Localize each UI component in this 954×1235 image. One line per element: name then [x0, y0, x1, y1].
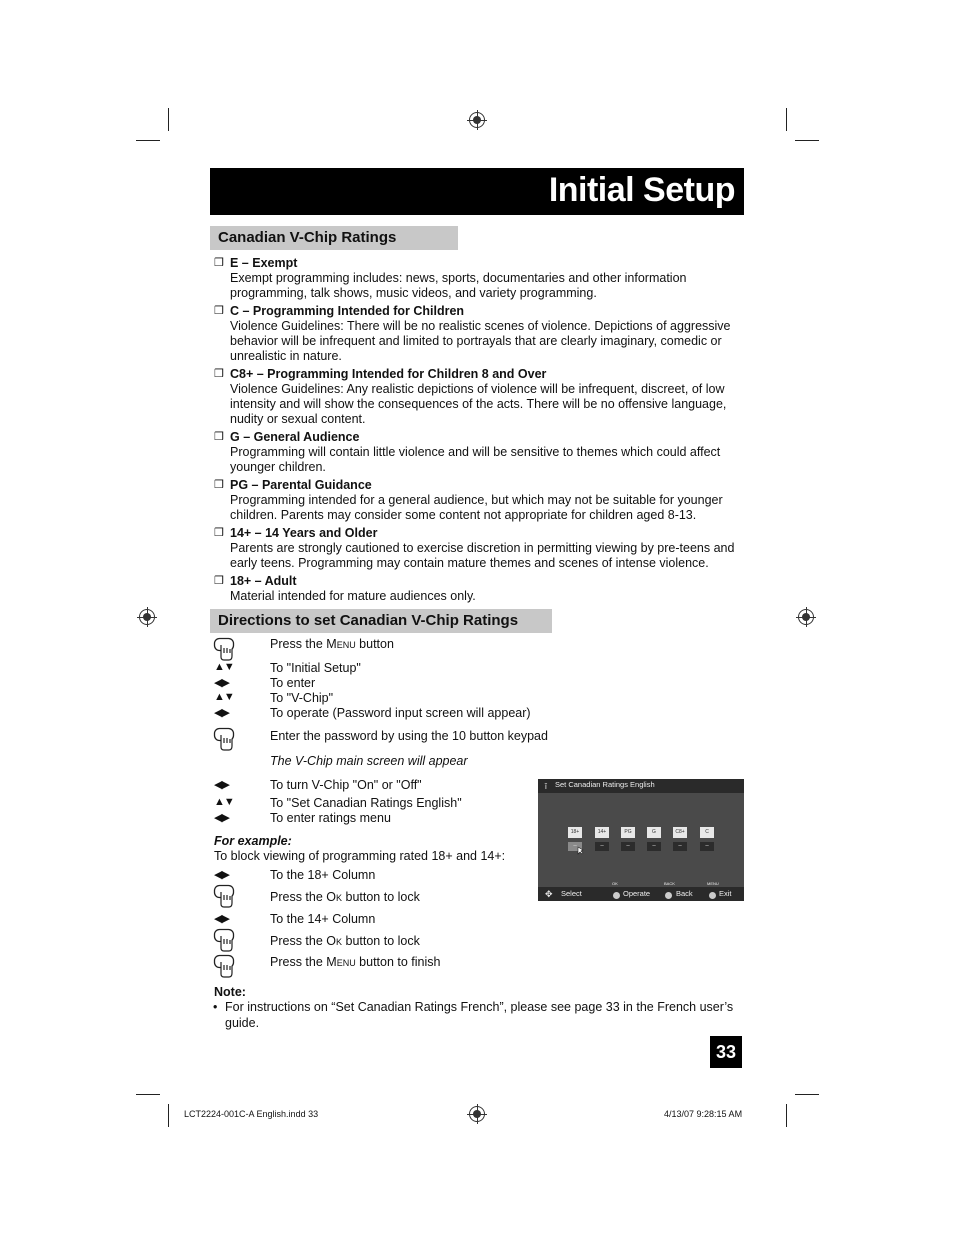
left-right-arrow-icon: ◀▶	[214, 779, 229, 791]
rating-title: G – General Audience	[230, 430, 360, 444]
step-text: To "Initial Setup"	[270, 661, 361, 675]
step-text: To "V-Chip"	[270, 691, 334, 705]
menu-button-icon	[709, 892, 716, 899]
step-text: Press the Menu button	[270, 637, 394, 651]
rating-title: 14+ – 14 Years and Older	[230, 526, 378, 540]
up-down-arrow-icon: ▲▼	[214, 661, 234, 673]
left-right-arrow-icon: ◀▶	[214, 913, 229, 925]
crop-mark	[795, 1094, 819, 1095]
checkbox-icon: ❒	[214, 527, 224, 539]
step-text: Enter the password by using the 10 button keypad	[270, 729, 548, 743]
rating-column-value[interactable]: –	[595, 842, 609, 851]
print-file-name: LCT2224-001C-A English.indd 33	[184, 1109, 319, 1119]
checkbox-icon: ❒	[214, 431, 224, 443]
left-right-arrow-icon: ◀▶	[214, 869, 229, 881]
step-text: To the 14+ Column	[270, 912, 376, 926]
rating-desc: Exempt programming includes: news, sports, documentaries and other information	[230, 271, 687, 285]
remote-press-hand-icon	[213, 954, 235, 978]
footer-back: Back	[676, 889, 693, 898]
rating-title: C – Programming Intended for Children	[230, 304, 465, 318]
rating-item	[214, 526, 744, 571]
crop-mark	[795, 140, 819, 141]
cursor-icon	[577, 846, 584, 855]
rating-desc: Violence Guidelines: There will be no realistic scenes of violence. Depictions of aggressive	[230, 319, 731, 333]
checkbox-icon: ❒	[214, 479, 224, 491]
screen-title-bar	[538, 779, 744, 793]
step-text: To enter ratings menu	[270, 811, 391, 825]
page-title-bar	[210, 168, 744, 215]
step-text: To turn V-Chip "On" or "Off"	[270, 778, 422, 792]
rating-desc: younger children.	[230, 460, 326, 474]
registration-mark-icon	[798, 609, 814, 625]
rating-desc: early teens. Programming may contain mature themes and scenes of intense violence.	[230, 556, 709, 570]
rating-column-value[interactable]: –	[673, 842, 687, 851]
checkbox-icon: ❒	[214, 305, 224, 317]
remote-press-hand-icon	[213, 928, 235, 952]
rating-desc: intensity and will show the consequences of the acts. There will be no offensive language,	[230, 397, 727, 411]
up-down-arrow-icon: ▲▼	[214, 796, 234, 808]
rating-title: 18+ – Adult	[230, 574, 297, 588]
example-label: For example:	[214, 834, 292, 848]
rating-desc: Programming intended for a general audience, but which may not be suitable for younger	[230, 493, 723, 507]
example-text: To block viewing of programming rated 18+ and 14+:	[214, 849, 506, 863]
step-text: Press the Menu button to finish	[270, 955, 441, 969]
rating-column-label: 18+	[568, 827, 582, 838]
vchip-screen-illustration	[538, 779, 744, 901]
back-button-icon	[665, 892, 672, 899]
main-screen-note: The V-Chip main screen will appear	[270, 754, 468, 768]
note-text: For instructions on “Set Canadian Ratings French”, please see page 33 in the French user’s	[225, 1000, 734, 1014]
step-text: To "Set Canadian Ratings English"	[270, 796, 462, 810]
rating-desc: Parents are strongly cautioned to exercise discretion in permitting viewing by pre-teens and	[230, 541, 735, 555]
print-date: 4/13/07 9:28:15 AM	[664, 1109, 743, 1119]
rating-column-value[interactable]: –	[568, 842, 582, 851]
rating-title: C8+ – Programming Intended for Children 8 and Over	[230, 367, 547, 381]
crop-mark	[168, 1104, 169, 1127]
step-text: To enter	[270, 676, 316, 690]
note-label: Note:	[214, 985, 246, 999]
page-number: 33	[710, 1036, 742, 1068]
rating-item	[214, 478, 744, 523]
ok-button-icon	[613, 892, 620, 899]
step-text: To operate (Password input screen will appear)	[270, 706, 531, 720]
rating-column-label: 14+	[595, 827, 609, 838]
footer-menu-key: MENU	[707, 881, 719, 886]
rating-column-label: PG	[621, 827, 635, 838]
rating-desc: nudity or sexual content.	[230, 412, 366, 426]
crop-mark	[136, 140, 160, 141]
left-right-arrow-icon: ◀▶	[214, 812, 229, 824]
rating-desc: Material intended for mature audiences only.	[230, 589, 476, 603]
rating-desc: Programming will contain little violence and will be sensitive to themes which could affect	[230, 445, 721, 459]
remote-press-hand-icon	[213, 884, 235, 908]
rating-column-label: C8+	[673, 827, 687, 838]
registration-mark-icon	[469, 1106, 485, 1122]
rating-item	[214, 574, 744, 604]
rating-column-value[interactable]: –	[700, 842, 714, 851]
step-text: Press the Ok button to lock	[270, 890, 420, 904]
rating-title: PG – Parental Guidance	[230, 478, 372, 492]
step-text: To the 18+ Column	[270, 868, 376, 882]
left-right-arrow-icon: ◀▶	[214, 677, 229, 689]
footer-back-key: BACK	[664, 881, 675, 886]
lock-icon: ǐ	[545, 782, 547, 791]
left-right-arrow-icon: ◀▶	[214, 707, 229, 719]
checkbox-icon: ❒	[214, 257, 224, 269]
footer-exit: Exit	[719, 889, 732, 898]
section-heading-directions: Directions to set Canadian V-Chip Ratings	[210, 609, 552, 633]
rating-item	[214, 430, 744, 475]
rating-item	[214, 256, 744, 301]
footer-operate: Operate	[623, 889, 651, 898]
crop-mark	[168, 108, 169, 131]
up-down-arrow-icon: ▲▼	[214, 691, 234, 703]
rating-item	[214, 367, 744, 427]
rating-column-value[interactable]: –	[621, 842, 635, 851]
rating-column-value[interactable]: –	[647, 842, 661, 851]
rating-desc: unrealistic in nature.	[230, 349, 342, 363]
crop-mark	[136, 1094, 160, 1095]
rating-title: E – Exempt	[230, 256, 298, 270]
checkbox-icon: ❒	[214, 368, 224, 380]
step-text: Press the Ok button to lock	[270, 934, 420, 948]
section-heading-ratings: Canadian V-Chip Ratings	[210, 226, 458, 250]
registration-mark-icon	[469, 112, 485, 128]
footer-select: Select	[561, 889, 582, 898]
remote-press-hand-icon	[213, 727, 235, 751]
note-text: guide.	[225, 1016, 260, 1030]
rating-column-label: G	[647, 827, 661, 838]
registration-mark-icon	[139, 609, 155, 625]
remote-press-hand-icon	[213, 637, 235, 661]
select-cross-icon: ✥	[545, 889, 553, 899]
rating-desc: Violence Guidelines: Any realistic depictions of violence will be infrequent, discreet, of low	[230, 382, 725, 396]
rating-desc: programming, talk shows, music videos, and variety programming.	[230, 286, 597, 300]
page-title: Initial Setup	[548, 171, 735, 209]
crop-mark	[786, 1104, 787, 1127]
rating-item	[214, 304, 744, 364]
crop-mark	[786, 108, 787, 131]
footer-ok-key: OK	[612, 881, 618, 886]
note-bullet: •	[213, 1000, 218, 1014]
rating-desc: children. Parents may consider some content not appropriate for children aged 8-13.	[230, 508, 697, 522]
rating-desc: behavior will be infrequent and limited to portrayals that are clearly imaginary, comedic or	[230, 334, 722, 348]
rating-column-label: C	[700, 827, 714, 838]
checkbox-icon: ❒	[214, 575, 224, 587]
screen-title: Set Canadian Ratings English	[555, 780, 655, 789]
